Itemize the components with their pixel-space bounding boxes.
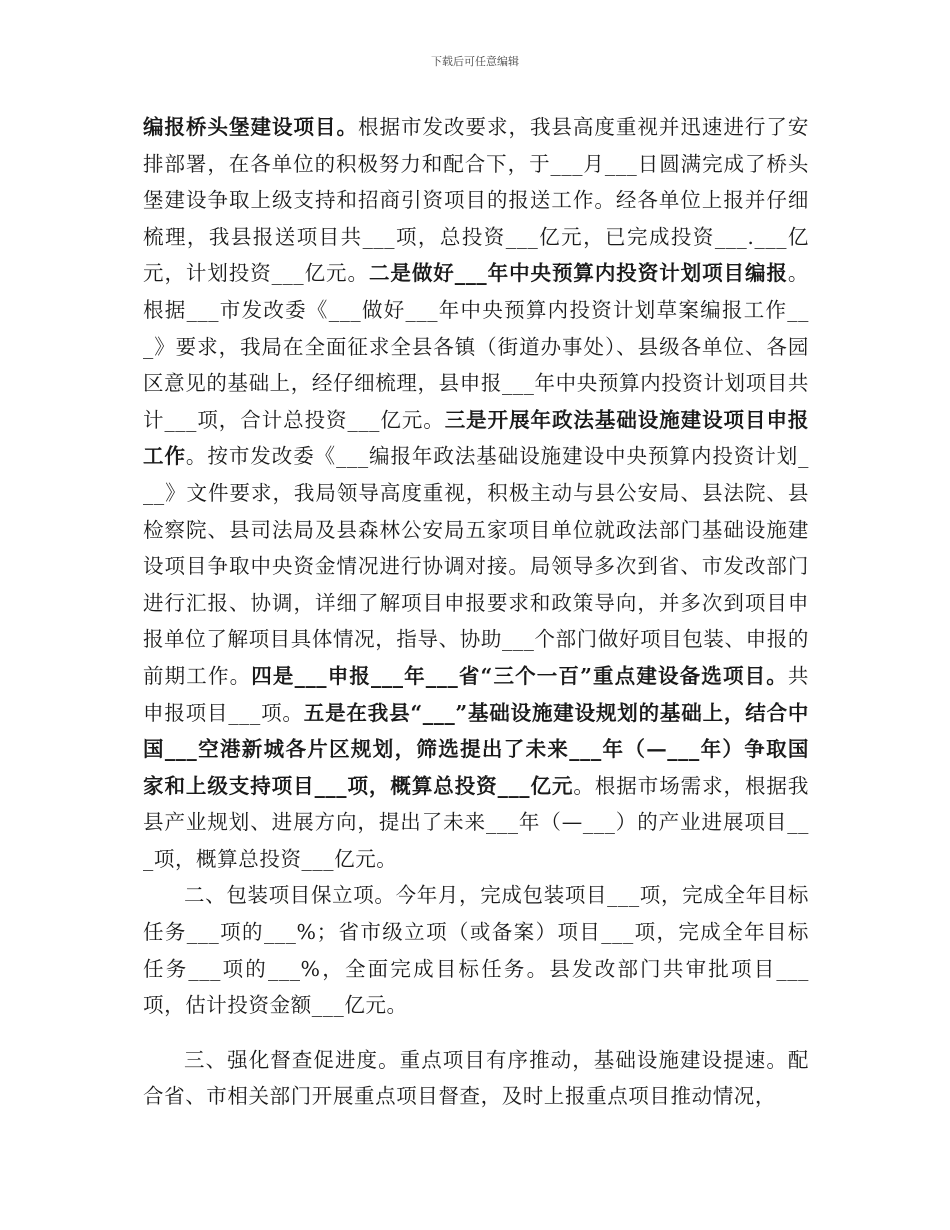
bold-text: 四是___申报___年___省“三个一百” <box>251 663 593 688</box>
body-text: 二、包装项目保立项。今年月，完成包装项目___项，完成全年目标任务___项的___%；省市级立项（或备案）项目___项，完成全年目标任务___项的___%，全面完成目标任务。县发改部门共审批项目___项，估计投资金额___亿元。 <box>143 883 809 1018</box>
body-text: 根据市发改要求，我县高度重视并迅速进行了安排部署，在各单位的积极努力和配合下，于___月___日圆满完成了桥头堡建设争取上级支持和招商引资项目的报送工作。经各单位上报并仔细梳理，我县报送项目共___项，总投资___亿元，已完成投资___.___亿元，计划投资___亿元。 <box>143 115 809 286</box>
body-text: 共申报项目___项。 <box>143 663 810 725</box>
paragraph-project-reporting <box>143 109 809 877</box>
paragraph-supervision <box>143 1042 809 1115</box>
body-text: 三、强化督查促进度。重点项目有序推动，基础设施建设提速。配合省、市相关部门开展重点项目督查，及时上报重点项目推动情况， <box>143 1047 809 1109</box>
bold-text: 五是在我县“___”基础设施建设规划的基础上，结合中国___空港新城各片区规划，筛选提出了未来___年（—___年）争取国家和上级支持项目___项，概算总投资___亿元 <box>143 700 810 798</box>
bold-text: 二是做好___年中央预算内投资计划项目编报 <box>368 261 788 286</box>
body-text: 。按市发改委《___编报年政法基础设施建设中央预算内投资计划___》文件要求，我局领导高度重视，积极主动与县公安局、县法院、县检察院、县司法局及县森林公安局五家项目单位就政法部门基础设施建设项目争取中央资金情况进行协调对接。局领导多次到省、市发改部门进行汇报、协调，详细了解项目申报要求和政策导向，并多次到项目申报单位了解项目具体情况，指导、协助___个部门做好项目包装、申报的前期工作。 <box>143 444 809 688</box>
bold-text: 重点建设备选项目。 <box>592 663 788 688</box>
bold-text: 三是开展年政法基础设施建设项目申报工作 <box>143 407 810 469</box>
document-body <box>143 109 809 1115</box>
body-text: 。根据___市发改委《___做好___年中央预算内投资计划草案编报工作___》要求，我局在全面征求全县各镇（街道办事处）、县级各单位、各园区意见的基础上，经仔细梳理，县申报___年中央预算内投资计划项目共计___项，合计总投资___亿元。 <box>143 261 809 432</box>
page-header: 下载后可任意编辑 <box>431 55 519 68</box>
bold-text: 编报桥头堡建设项目。 <box>143 115 358 139</box>
paragraph-spacer <box>143 1024 809 1042</box>
body-text: 。根据市场需求，根据我县产业规划、进展方向，提出了未来___年（—___）的产业进展项目___项，概算总投资___亿元。 <box>143 773 809 871</box>
paragraph-packaging-projects <box>143 877 809 1023</box>
